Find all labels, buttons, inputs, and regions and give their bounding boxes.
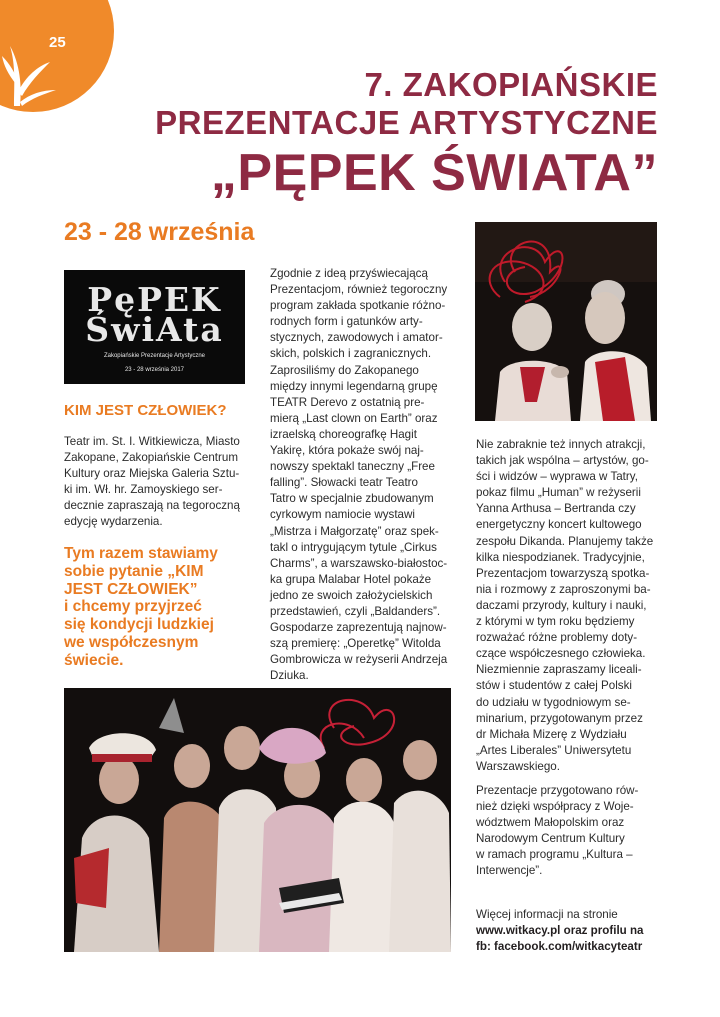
page-number: 25 xyxy=(49,34,66,51)
title-line-2: PREZENTACJE ARTYSTYCZNE xyxy=(155,104,658,141)
section-subhead: KIM JEST CZŁOWIEK? xyxy=(64,402,227,419)
festival-logo xyxy=(64,270,245,384)
pull-quote: Tym razem stawiamy sobie pytanie „KIM JEST CZŁOWIEK” i chcemy przyjrzeć się kondycji ludzkiej we współczesnym świecie. xyxy=(64,545,218,669)
performer-photo xyxy=(475,222,657,421)
logo-line-1: PęPEK xyxy=(87,280,222,319)
ensemble-photo xyxy=(64,688,451,952)
logo-subtitle: Zakopiańskie Prezentacje Artystyczne xyxy=(103,353,206,359)
program-paragraph: Zgodnie z ideą przyświecającą Prezentacjom, również tegoroczny program zakłada spotkanie różno- rodnych form i gatunków arty- stycznych, zawodowych i amator- skich, polskich i zagranicznych. Zaprosiliśmy do Zakopanego między innymi legendarną grupę TEATR Derevo z ostatnią pre- mierą „Last clown on Earth” oraz izraelską choreografkę Hagit Yakirę, która pokaże swój naj- nowszy spektakl taneczny „Free falling”. Słowacki teatr Teatro Tatro w specjalnie zbudowanym cyrkowym namiocie wystawi „Mistrza i Małgorzatę” oraz spek- takl o intrygującym tytule „Cirkus Charms”, a warszawsko-białostoc- ka grupa Malabar Hotel pokaże jedno ze swoich założycielskich przedstawień, czyli „Baldanders”. Gospodarze zaprezentują najnow- szą premierę: „Operetkę” Witolda Gombrowicza w reżyserii Andrzeja Dziuka. xyxy=(270,267,448,683)
title-line-1: 7. ZAKOPIAŃSKIE xyxy=(364,66,658,103)
logo-dates: 23 - 28 września 2017 xyxy=(124,367,185,373)
title-line-3: „PĘPEK ŚWIATA” xyxy=(210,144,658,202)
partners-paragraph: Prezentacje przygotowano rów- nież dzięki współpracy z Woje- wództwem Małopolskim oraz Narodowym Centrum Kultury w ramach programu „Kultura – Interwencje”. xyxy=(476,784,639,878)
logo-line-2: ŚwiAta xyxy=(85,310,224,349)
more-info-label: Więcej informacji na stronie xyxy=(476,908,618,921)
event-dates: 23 - 28 września xyxy=(64,218,255,246)
intro-paragraph: Teatr im. St. I. Witkiewicza, Miasto Zakopane, Zakopiańskie Centrum Kultury oraz Miejska Galeria Sztu- ki im. Wł. hr. Zamoyskiego ser- decznie zapraszają na tegoroczną edycję wydarzenia. xyxy=(64,435,240,529)
attractions-paragraph: Nie zabraknie też innych atrakcji, takich jak wspólna – artystów, go- ści i widzów – wyprawa w Tatry, pokaz filmu „Human” w reżyserii Yanna Arthusa – Bertranda czy energetyczny koncert kultowego zespołu Dikanda. Planujemy także kilka niespodzianek. Tradycyjnie, Prezentacjom towarzyszą spotka- nia i rozmowy z zaproszonymi ba- daczami przyrody, kultury i nauki, z którymi w tym roku będziemy rozważać różne problemy doty- czące współczesnego człowieka. Niezmiennie zapraszamy liceali- stów i studentów z całej Polski do udziału w tygodniowym se- minarium, przygotowanym przez dr Michała Mizerę z Wydziału „Artes Liberales” Uniwersytetu Warszawskiego. xyxy=(476,438,654,773)
website-links[interactable]: www.witkacy.pl oraz profilu na fb: facebook.com/witkacyteatr xyxy=(476,924,644,954)
